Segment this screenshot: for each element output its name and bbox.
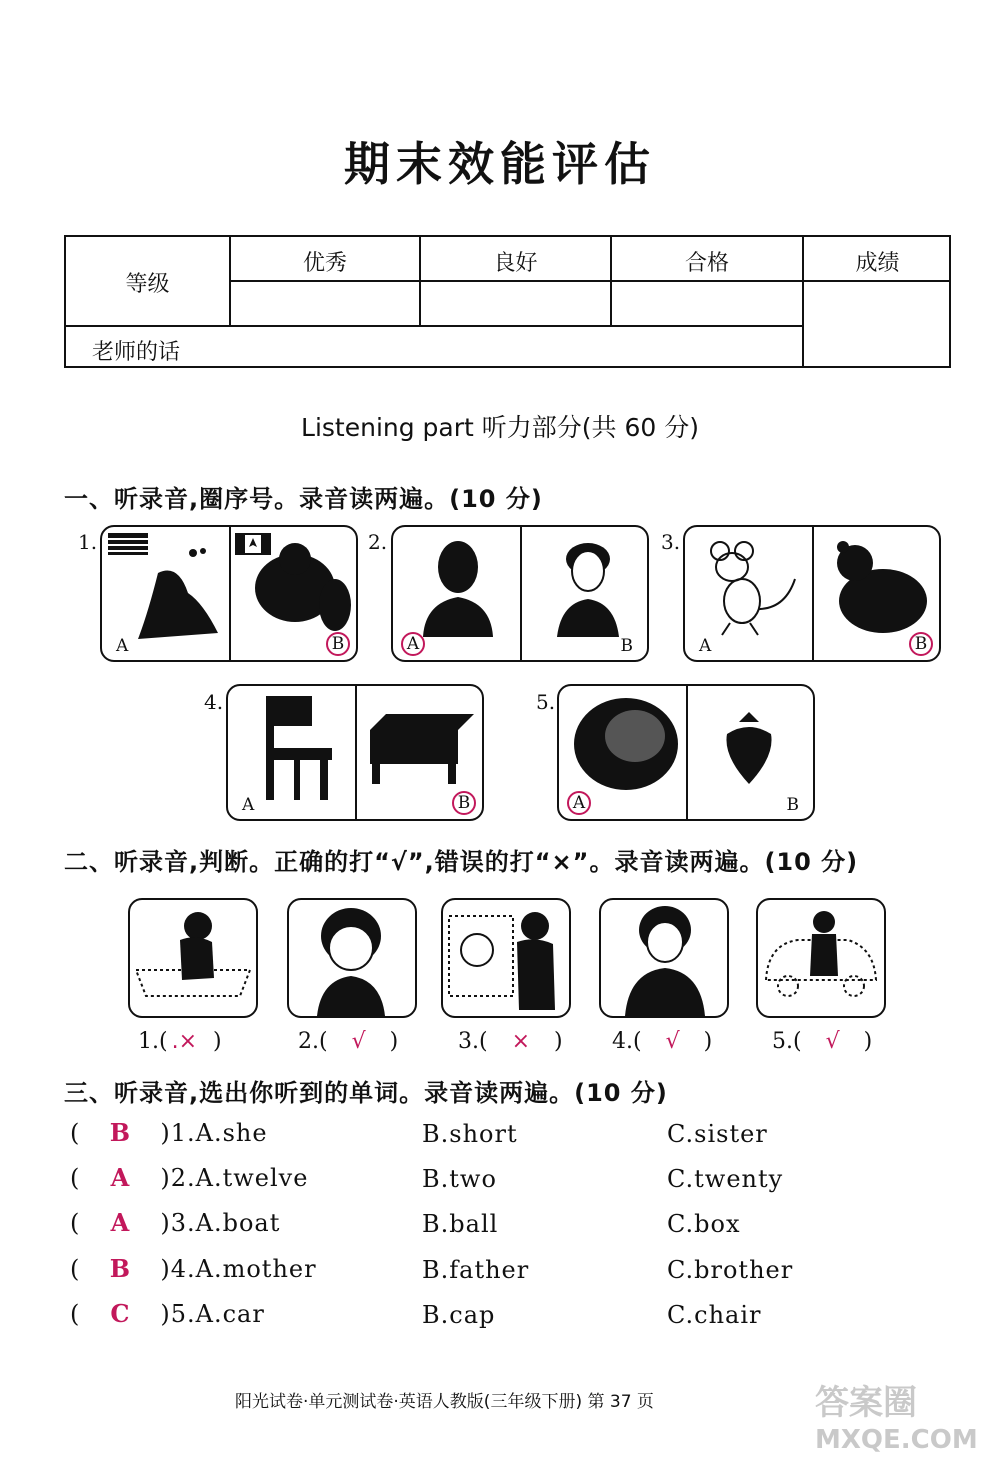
s2-picture-4 <box>599 898 729 1018</box>
page-title: 期末效能评估 <box>344 137 656 191</box>
watermark <box>815 1385 978 1455</box>
section3-title: 三、听录音,选出你听到的单词。录音读两遍。(10 分) <box>64 1079 668 1107</box>
s1-item-number: 3. <box>661 530 681 554</box>
level-pass: 合格 <box>684 251 729 276</box>
option-a-label[interactable] <box>567 791 591 815</box>
option-a-label[interactable]: A <box>116 636 129 656</box>
s1-item5-choices <box>557 684 815 821</box>
s1-item-number: 4. <box>204 690 224 714</box>
boy-car-icon <box>758 900 884 1016</box>
woman-portrait-icon <box>543 537 633 637</box>
mouse-icon <box>700 539 800 639</box>
grade-label: 等级 <box>125 272 170 297</box>
s2-picture-1 <box>128 898 258 1018</box>
s1-item4-choices <box>226 684 484 821</box>
s3-option-c: C.box <box>667 1210 741 1238</box>
score-input[interactable] <box>806 283 951 366</box>
s3-option-b: B.cap <box>422 1301 496 1329</box>
desk-icon <box>366 710 478 790</box>
listening-part-title: Listening part 听力部分(共 60 分) <box>301 413 699 442</box>
circled-answer: B <box>452 791 476 815</box>
answer-letter[interactable]: A <box>110 1208 131 1237</box>
answer-letter[interactable]: B <box>109 1118 132 1147</box>
level-good: 良好 <box>493 251 538 276</box>
s3-row-5: ( C )5.A.car <box>70 1299 265 1328</box>
circled-answer: A <box>567 791 591 815</box>
canada-flag-beaver-icon <box>235 533 353 639</box>
option-a-label[interactable]: A <box>242 795 255 815</box>
answer-letter[interactable]: B <box>109 1254 132 1283</box>
s2-answer-5[interactable]: 5.( √ ) <box>772 1029 873 1054</box>
child-bathtub-icon <box>130 900 256 1016</box>
page-footer: 阳光试卷·单元测试卷·英语人教版(三年级下册) 第 37 页 <box>235 1392 654 1412</box>
level-excellent: 优秀 <box>302 251 347 276</box>
boy-map-icon <box>443 900 569 1016</box>
s3-option-c: C.sister <box>667 1120 768 1148</box>
score-label: 成绩 <box>855 251 900 276</box>
answer-letter[interactable]: A <box>110 1163 131 1192</box>
s2-answer-4[interactable]: 4.( √ ) <box>612 1029 713 1054</box>
section2-title: 二、听录音,判断。正确的打“√”,错误的打“×”。录音读两遍。(10 分) <box>64 848 859 876</box>
answer-mark: × <box>511 1029 531 1054</box>
s3-option-b: B.short <box>422 1120 518 1148</box>
answer-mark: .× <box>171 1029 198 1054</box>
watermelon-icon <box>571 694 681 794</box>
s3-option-c: C.twenty <box>667 1165 784 1193</box>
option-b-label[interactable] <box>452 791 476 815</box>
circled-answer: A <box>401 632 425 656</box>
strawberry-icon <box>719 712 779 786</box>
answer-mark: √ <box>665 1029 680 1054</box>
s3-option-b: B.ball <box>422 1210 499 1238</box>
s3-option-c: C.chair <box>667 1301 762 1329</box>
bear-icon <box>825 537 935 637</box>
s3-row-2: ( A )2.A.twelve <box>70 1163 309 1192</box>
s3-option-b: B.two <box>422 1165 497 1193</box>
option-b-label[interactable] <box>909 632 933 656</box>
s2-answer-3[interactable]: 3.( × ) <box>458 1029 563 1054</box>
circled-answer: B <box>326 632 350 656</box>
s1-item-number: 5. <box>536 690 556 714</box>
s3-row-4: ( B )4.A.mother <box>70 1254 317 1283</box>
watermark-top: 答案圈 <box>815 1383 917 1423</box>
watermark-bottom: MXQE.COM <box>815 1425 978 1455</box>
grade-table <box>64 235 951 368</box>
s2-picture-5 <box>756 898 886 1018</box>
option-b-label[interactable]: B <box>620 636 633 656</box>
answer-mark: √ <box>351 1029 366 1054</box>
s3-option-b: B.father <box>422 1256 530 1284</box>
option-a-label[interactable] <box>401 632 425 656</box>
option-a-label[interactable]: A <box>699 636 712 656</box>
teacher-comment-input[interactable] <box>236 328 796 366</box>
s2-answer-1[interactable]: 1.( .× ) <box>138 1029 222 1054</box>
chair-icon <box>258 696 338 806</box>
s1-item3-choices <box>683 525 941 662</box>
teacher-comment-label: 老师的话 <box>92 340 181 365</box>
s1-item-number: 2. <box>368 530 388 554</box>
s3-option-c: C.brother <box>667 1256 794 1284</box>
option-b-label[interactable]: B <box>786 795 799 815</box>
man-portrait-icon <box>413 537 503 637</box>
s2-answer-2[interactable]: 2.( √ ) <box>298 1029 399 1054</box>
answer-mark: √ <box>825 1029 840 1054</box>
s1-item-number: 1. <box>78 530 98 554</box>
boy-shrug-icon <box>601 900 727 1016</box>
s1-item2-choices <box>391 525 649 662</box>
option-b-label[interactable] <box>326 632 350 656</box>
s1-item1-choices <box>100 525 358 662</box>
answer-letter[interactable]: C <box>110 1299 131 1328</box>
girl-phone-icon <box>289 900 415 1016</box>
s3-row-1: ( B )1.A.she <box>70 1118 268 1147</box>
section1-title: 一、听录音,圈序号。录音读两遍。(10 分) <box>64 485 543 513</box>
s3-row-3: ( A )3.A.boat <box>70 1208 281 1237</box>
circled-answer: B <box>909 632 933 656</box>
us-flag-eagle-icon <box>108 533 223 639</box>
s2-picture-3 <box>441 898 571 1018</box>
s2-picture-2 <box>287 898 417 1018</box>
